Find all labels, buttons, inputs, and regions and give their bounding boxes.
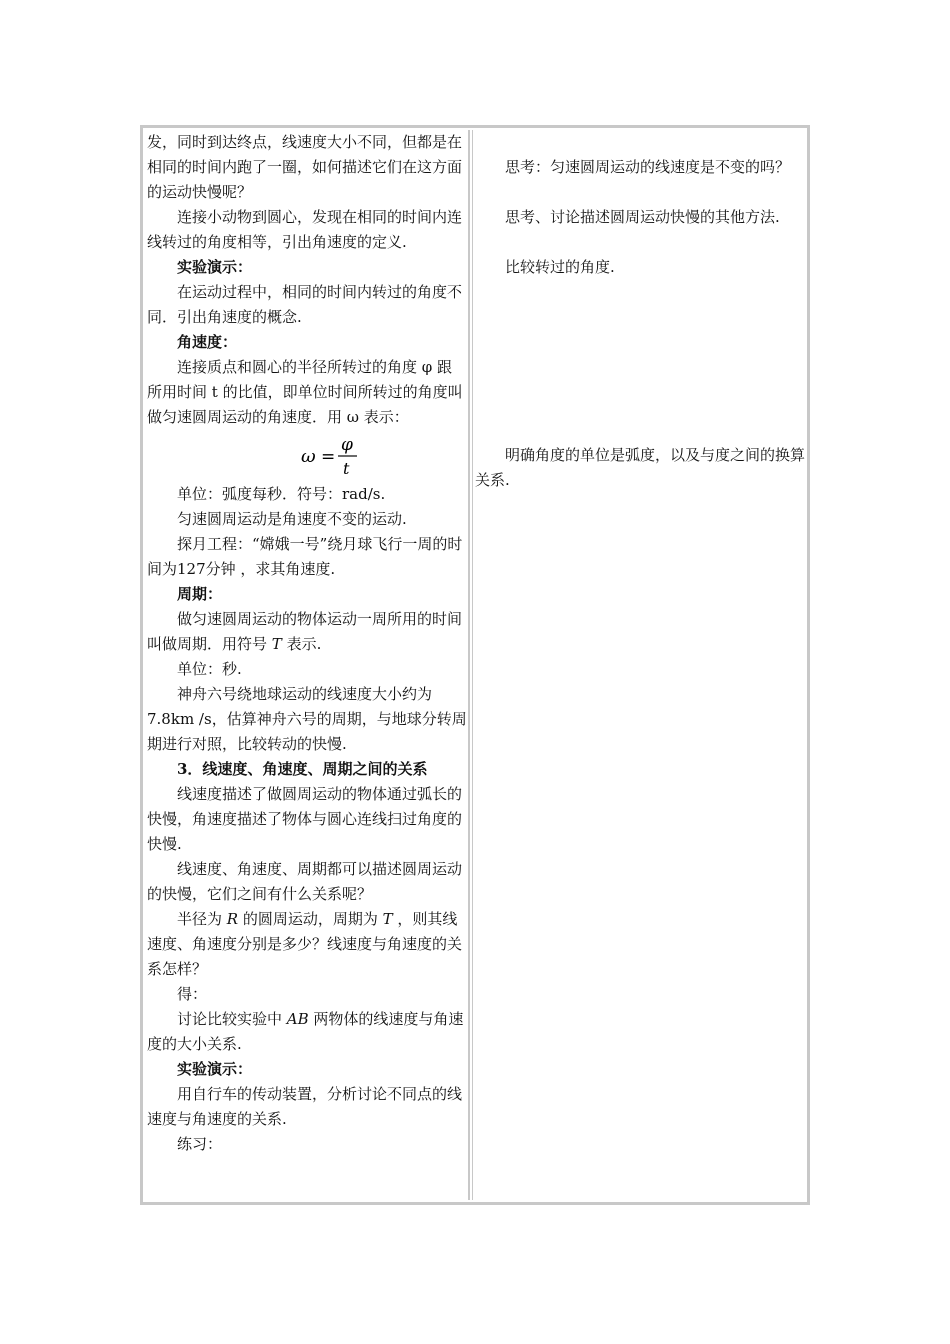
paragraph (147, 1007, 467, 1057)
angular-velocity-formula (147, 430, 467, 482)
formula-numerator: φ (341, 435, 353, 455)
paragraph: 连接质点和圆心的半径所转过的角度 φ 跟所用时间 t 的比值，即单位时间所转过的角度叫做匀速圆周运动的角速度．用 ω 表示： (147, 358, 463, 426)
student-activity-column (472, 130, 805, 1200)
heading-experiment-demo-2: 实验演示： (177, 1060, 253, 1078)
paragraph: 发，同时到达终点，线速度大小不同，但都是在相同的时间内跑了一圈，如何描述它们在这方面的运动快慢呢？ (147, 133, 463, 201)
formula-lhs: ω (301, 446, 316, 467)
text: 表示. (281, 635, 322, 653)
symbol-T: T (382, 910, 393, 928)
text: 讨论比较实验中 (177, 1010, 287, 1028)
paragraph: 神舟六号绕地球运动的线速度大小约为7.8km /s，估算神舟六号的周期，与地球分转周期进行对照，比较转动的快慢. (147, 685, 467, 753)
text: 半径为 (177, 910, 227, 928)
paragraph: 比较转过的角度. (505, 258, 615, 276)
paragraph: 探月工程：“嫦娥一号”绕月球飞行一周的时间为127分钟 ，求其角速度. (147, 535, 463, 578)
heading-period: 周期： (177, 585, 223, 603)
paragraph: 明确角度的单位是弧度，以及与度之间的换算关系. (475, 446, 806, 489)
paragraph: 练习： (177, 1135, 223, 1153)
text: 两物体的线速度与角速度的大小关系. (147, 1010, 464, 1053)
text: 做匀速圆周运动的物体运动一周所用的时间叫做周期．用符号 (147, 610, 463, 653)
formula-denominator: t (343, 459, 350, 478)
teacher-activity-column (145, 130, 470, 1200)
paragraph: 线速度、角速度、周期都可以描述圆周运动的快慢，它们之间有什么关系呢？ (147, 860, 463, 903)
paragraph: 得： (177, 985, 208, 1003)
paragraph: 单位：弧度每秒．符号：rad/s. (177, 485, 386, 503)
paragraph (147, 907, 467, 982)
paragraph: 连接小动物到圆心，发现在相同的时间内连线转过的角度相等，引出角速度的定义. (147, 208, 463, 251)
heading-angular-velocity: 角速度： (177, 333, 238, 351)
text: 的圆周运动，周期为 (238, 910, 383, 928)
paragraph: 思考：匀速圆周运动的线速度是不变的吗？ (505, 158, 791, 176)
heading-relationship: 3．线速度、角速度、周期之间的关系 (177, 760, 428, 778)
formula-equals: = (321, 447, 336, 467)
symbol-R: R (226, 910, 239, 928)
heading-experiment-demo: 实验演示： (177, 258, 253, 276)
paragraph: 用自行车的传动装置，分析讨论不同点的线速度与角速度的关系. (147, 1085, 463, 1128)
paragraph: 单位：秒. (177, 660, 242, 678)
paragraph: 匀速圆周运动是角速度不变的运动. (177, 510, 407, 528)
paragraph (147, 607, 467, 657)
symbol-AB: AB (286, 1010, 309, 1028)
symbol-T: T (271, 635, 282, 653)
paragraph: 线速度描述了做圆周运动的物体通过弧长的快慢，角速度描述了物体与圆心连线扫过角度的快慢. (147, 785, 463, 853)
paragraph: 思考、讨论描述圆周运动快慢的其他方法. (505, 208, 780, 226)
text: ，则其线速度、角速度分别是多少？线速度与角速度的关系怎样？ (147, 910, 463, 978)
paragraph: 在运动过程中，相同的时间内转过的角度不同．引出角速度的概念. (147, 283, 463, 326)
lesson-table (140, 125, 810, 1205)
